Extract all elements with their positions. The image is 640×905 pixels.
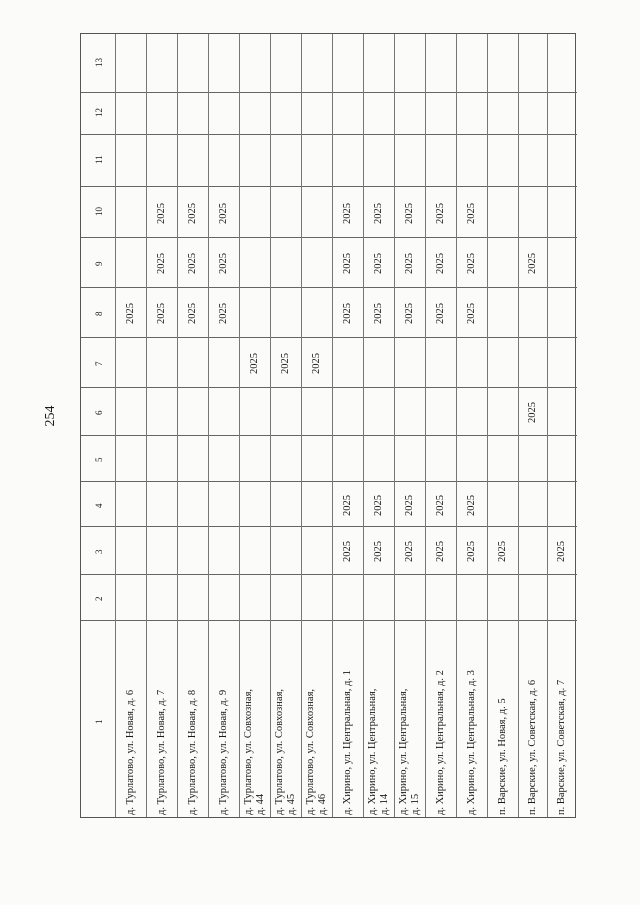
address-label: д. Турлатово, ул. Совхозная, bbox=[242, 688, 254, 815]
year-cell: 2025 bbox=[526, 253, 538, 274]
address-label: д. 14 bbox=[378, 793, 390, 815]
column-divider bbox=[81, 387, 577, 388]
year-cell: 2025 bbox=[279, 353, 291, 374]
row-divider bbox=[146, 34, 147, 817]
address-label: д. 44 bbox=[254, 793, 266, 815]
column-header: 13 bbox=[94, 58, 104, 67]
address-label: д. Турлатово, ул. Новая, д. 7 bbox=[155, 689, 167, 815]
year-cell: 2025 bbox=[465, 253, 477, 274]
row-divider bbox=[518, 34, 519, 817]
year-cell: 2025 bbox=[341, 202, 353, 224]
address-label: д. 45 bbox=[285, 793, 297, 815]
year-cell: 2025 bbox=[310, 353, 322, 374]
year-cell: 2025 bbox=[372, 303, 384, 324]
column-divider bbox=[81, 92, 577, 93]
address-label: д. 15 bbox=[409, 793, 421, 815]
column-header: 7 bbox=[94, 361, 104, 366]
page-number: 254 bbox=[43, 405, 58, 427]
address-label: д. Турлатово, ул. Новая, д. 8 bbox=[186, 689, 198, 815]
year-cell: 2025 bbox=[372, 541, 384, 562]
year-cell: 2025 bbox=[403, 541, 415, 562]
year-cell: 2025 bbox=[403, 202, 415, 224]
column-header: 11 bbox=[94, 155, 104, 164]
address-label: д. Хирино, ул. Центральная, д. 3 bbox=[465, 670, 477, 815]
address-label: д. Турлатово, ул. Совхозная, bbox=[304, 688, 316, 815]
row-divider bbox=[208, 34, 209, 817]
row-divider bbox=[177, 34, 178, 817]
address-label: д. Турлатово, ул. Совхозная, bbox=[273, 688, 285, 815]
row-divider bbox=[239, 34, 240, 817]
column-header: 3 bbox=[94, 549, 104, 554]
year-cell: 2025 bbox=[434, 494, 446, 516]
address-label: п. Варские, ул. Новая, д. 5 bbox=[496, 698, 508, 815]
column-divider bbox=[81, 620, 577, 621]
year-cell: 2025 bbox=[248, 353, 260, 374]
column-divider bbox=[81, 481, 577, 482]
column-header: 1 bbox=[94, 719, 104, 724]
year-cell: 2025 bbox=[434, 253, 446, 274]
year-cell: 2025 bbox=[434, 202, 446, 224]
year-cell: 2025 bbox=[217, 202, 229, 224]
column-header: 10 bbox=[94, 206, 104, 216]
row-divider bbox=[270, 34, 271, 817]
column-header: 4 bbox=[94, 503, 104, 508]
year-cell: 2025 bbox=[496, 541, 508, 562]
column-header: 5 bbox=[94, 457, 104, 462]
year-cell: 2025 bbox=[341, 494, 353, 516]
year-cell: 2025 bbox=[155, 253, 167, 274]
address-label: д. Хирино, ул. Центральная, bbox=[397, 688, 409, 815]
row-divider bbox=[115, 34, 116, 817]
year-cell: 2025 bbox=[403, 253, 415, 274]
year-cell: 2025 bbox=[217, 253, 229, 274]
address-label: п. Варские, ул. Советская, д. 7 bbox=[556, 679, 567, 815]
year-cell: 2025 bbox=[341, 253, 353, 274]
year-cell: 2025 bbox=[124, 303, 136, 324]
column-header: 12 bbox=[94, 108, 104, 117]
data-table bbox=[80, 33, 576, 818]
column-divider bbox=[81, 574, 577, 575]
address-label: д. Хирино, ул. Центральная, bbox=[366, 688, 378, 815]
row-divider bbox=[547, 34, 548, 817]
row-divider bbox=[332, 34, 333, 817]
column-divider bbox=[81, 287, 577, 288]
year-cell: 2025 bbox=[186, 202, 198, 224]
row-divider bbox=[456, 34, 457, 817]
column-divider bbox=[81, 435, 577, 436]
year-cell: 2025 bbox=[372, 202, 384, 224]
address-label: п. Варские, ул. Советская, д. 6 bbox=[526, 679, 538, 815]
column-divider bbox=[81, 526, 577, 527]
year-cell: 2025 bbox=[155, 202, 167, 224]
year-cell: 2025 bbox=[465, 303, 477, 324]
year-cell: 2025 bbox=[217, 303, 229, 324]
year-cell: 2025 bbox=[155, 303, 167, 324]
year-cell: 2025 bbox=[341, 303, 353, 324]
column-divider bbox=[81, 186, 577, 187]
column-divider bbox=[81, 237, 577, 238]
year-cell: 2025 bbox=[434, 303, 446, 324]
row-divider bbox=[363, 34, 364, 817]
address-label: д. 46 bbox=[316, 793, 328, 815]
year-cell: 2025 bbox=[341, 541, 353, 562]
year-cell: 2025 bbox=[465, 541, 477, 562]
year-cell: 2025 bbox=[556, 541, 567, 562]
address-label: д. Хирино, ул. Центральная, д. 2 bbox=[434, 670, 446, 815]
year-cell: 2025 bbox=[526, 402, 538, 423]
column-divider bbox=[81, 134, 577, 135]
column-header: 8 bbox=[94, 311, 104, 316]
column-header: 9 bbox=[94, 261, 104, 266]
year-cell: 2025 bbox=[372, 494, 384, 516]
row-divider bbox=[301, 34, 302, 817]
year-cell: 2025 bbox=[186, 303, 198, 324]
address-label: д. Турлатово, ул. Новая, д. 6 bbox=[124, 689, 136, 815]
address-label: д. Хирино, ул. Центральная, д. 1 bbox=[341, 670, 353, 815]
row-divider bbox=[487, 34, 488, 817]
year-cell: 2025 bbox=[434, 541, 446, 562]
year-cell: 2025 bbox=[372, 253, 384, 274]
address-label: д. Турлатово, ул. Новая, д. 9 bbox=[217, 689, 229, 815]
year-cell: 2025 bbox=[186, 253, 198, 274]
year-cell: 2025 bbox=[465, 494, 477, 516]
column-header: 6 bbox=[94, 410, 104, 415]
row-divider bbox=[394, 34, 395, 817]
column-divider bbox=[81, 337, 577, 338]
year-cell: 2025 bbox=[403, 303, 415, 324]
year-cell: 2025 bbox=[403, 494, 415, 516]
row-divider bbox=[425, 34, 426, 817]
year-cell: 2025 bbox=[465, 202, 477, 224]
column-header: 2 bbox=[94, 596, 104, 601]
